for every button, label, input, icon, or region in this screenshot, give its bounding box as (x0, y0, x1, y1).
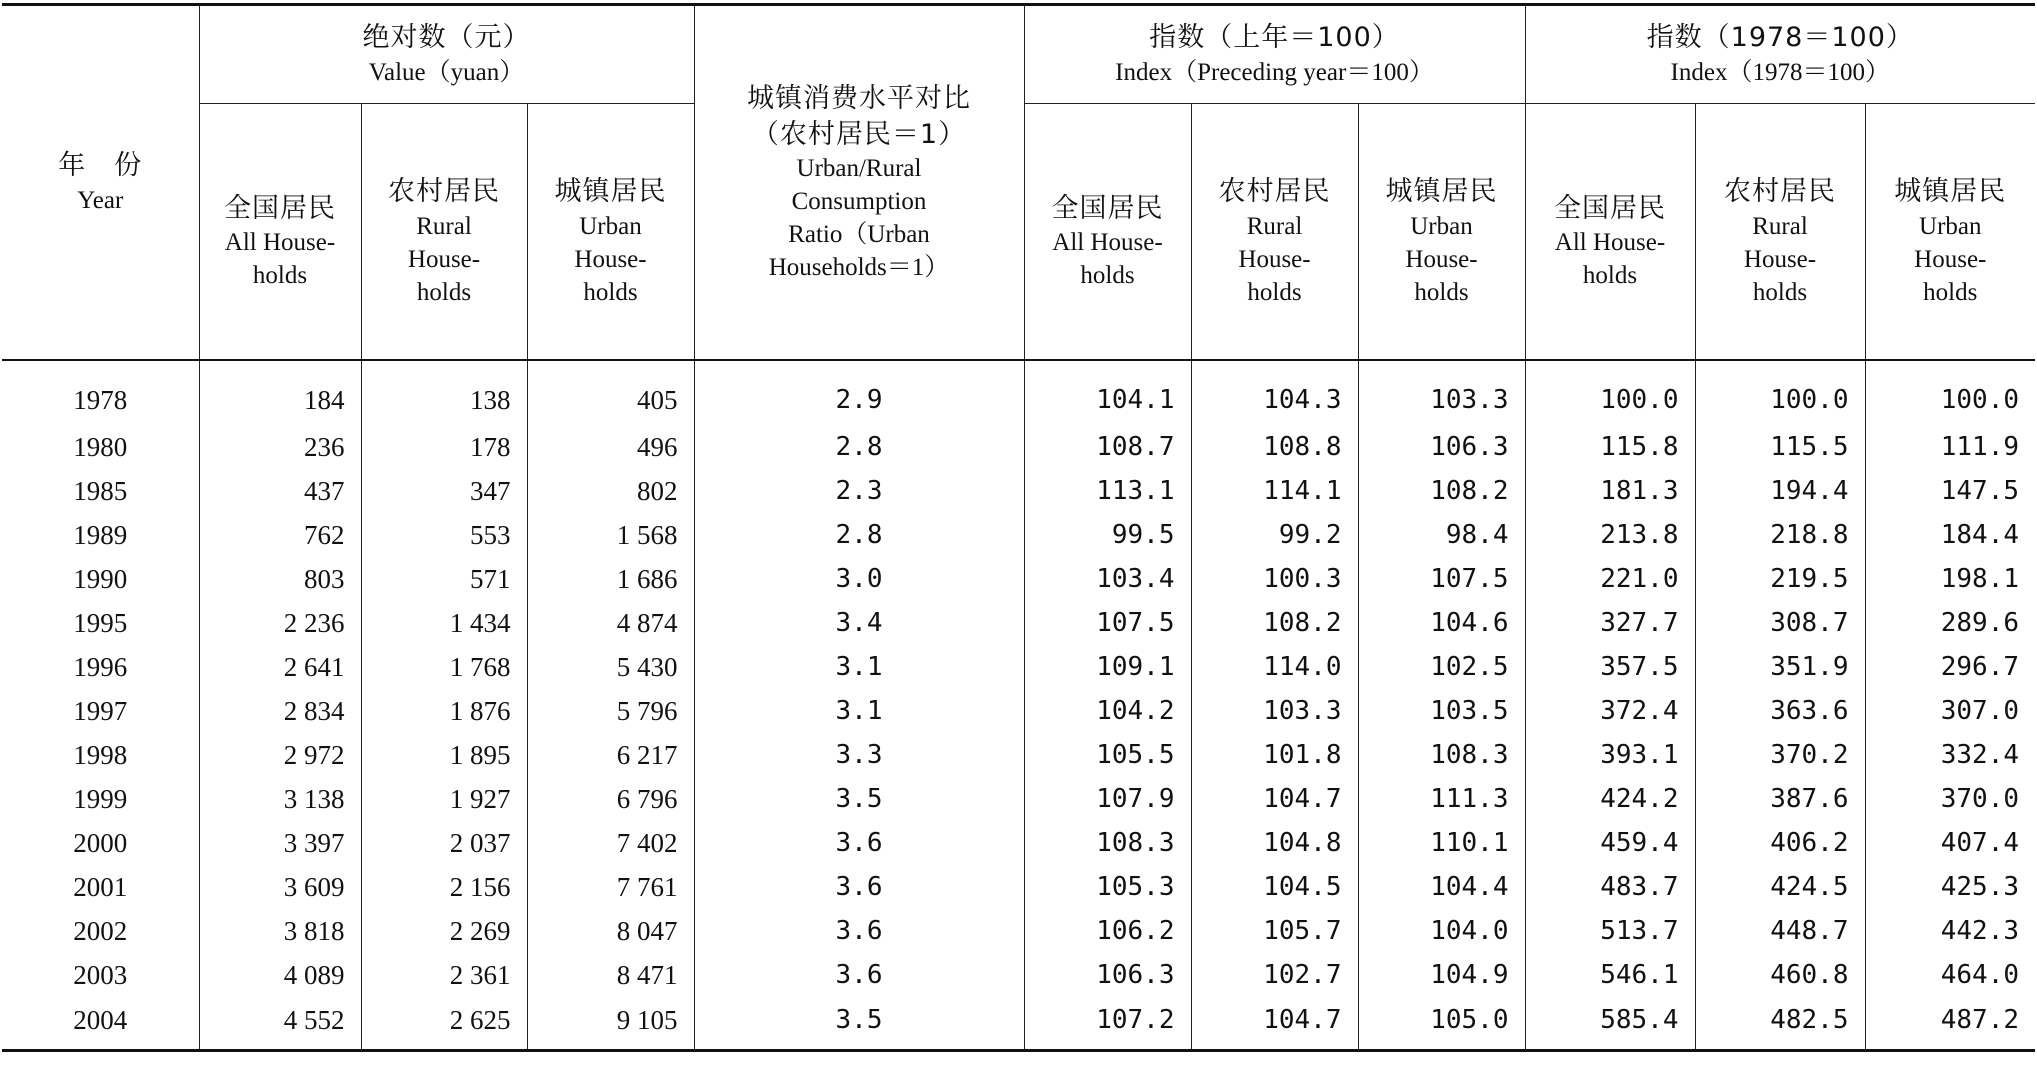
sub-header-zh: 城镇居民 (554, 176, 667, 208)
cell-p-urban: 104.4 (1358, 865, 1525, 909)
cell-p-urban: 102.5 (1358, 645, 1525, 689)
cell-p-rural: 99.2 (1191, 513, 1358, 557)
cell-b-urban: 332.4 (1865, 733, 2035, 777)
table-row (2, 777, 2035, 821)
cell-year: 1990 (73, 563, 128, 594)
cell-v-all: 3 818 (199, 909, 361, 953)
cell-year: 1985 (73, 475, 128, 506)
cell-v-urban: 4 874 (527, 601, 694, 645)
cell-p-urban: 103.5 (1358, 689, 1525, 733)
sub-header-zh: 农村居民 (1724, 176, 1836, 208)
cell-v-urban: 802 (527, 469, 694, 513)
value-group-zh: 绝对数（元） (362, 22, 531, 54)
cell-b-urban: 487.2 (1865, 997, 2035, 1051)
cell-ratio: 3.0 (694, 557, 1024, 601)
cell-v-rural: 2 269 (361, 909, 527, 953)
sub-header-en: Rural (1246, 212, 1303, 240)
table-row (2, 513, 2035, 557)
cell-v-rural: 1 876 (361, 689, 527, 733)
cell-year: 1999 (73, 783, 128, 814)
value-group-header (199, 5, 694, 104)
cell-year: 1998 (73, 739, 128, 770)
cell-p-urban: 110.1 (1358, 821, 1525, 865)
ratio-header (694, 5, 1024, 361)
table-row (2, 953, 2035, 997)
cell-b-all: 393.1 (1525, 733, 1695, 777)
sub-header-en: House- (407, 245, 481, 273)
cell-v-urban: 9 105 (527, 997, 694, 1051)
cell-p-rural: 104.7 (1191, 777, 1358, 821)
cell-b-all: 181.3 (1525, 469, 1695, 513)
cell-p-rural: 108.8 (1191, 425, 1358, 469)
cell-v-all: 2 236 (199, 601, 361, 645)
cell-v-all: 3 397 (199, 821, 361, 865)
cell-p-rural: 101.8 (1191, 733, 1358, 777)
cell-v-rural: 1 927 (361, 777, 527, 821)
cell-v-urban: 5 430 (527, 645, 694, 689)
cell-b-rural: 482.5 (1695, 997, 1865, 1051)
sub-header-en: holds (583, 278, 638, 306)
cell-v-all: 4 089 (199, 953, 361, 997)
cell-b-rural: 363.6 (1695, 689, 1865, 733)
base-urban-header (1865, 104, 2035, 361)
cell-v-urban: 8 047 (527, 909, 694, 953)
cell-v-urban: 405 (527, 360, 694, 425)
cell-b-all: 115.8 (1525, 425, 1695, 469)
cell-ratio: 3.6 (694, 865, 1024, 909)
cell-v-rural: 1 895 (361, 733, 527, 777)
cell-year: 2003 (73, 959, 128, 990)
value-urban-header (527, 104, 694, 361)
prev-index-group-en: Index（Preceding year＝100） (1115, 58, 1434, 86)
cell-ratio: 3.5 (694, 777, 1024, 821)
cell-b-rural: 100.0 (1695, 360, 1865, 425)
cell-p-rural: 104.3 (1191, 360, 1358, 425)
cell-b-rural: 370.2 (1695, 733, 1865, 777)
base-index-group-header (1525, 5, 2035, 104)
cell-v-all: 3 138 (199, 777, 361, 821)
table-row (2, 821, 2035, 865)
sub-header-en: All House- (1052, 229, 1163, 257)
cell-v-rural: 2 156 (361, 865, 527, 909)
cell-b-all: 546.1 (1525, 953, 1695, 997)
cell-p-rural: 103.3 (1191, 689, 1358, 733)
cell-b-urban: 407.4 (1865, 821, 2035, 865)
sub-header-zh: 全国居民 (1554, 192, 1666, 224)
cell-b-urban: 100.0 (1865, 360, 2035, 425)
cell-ratio: 2.3 (694, 469, 1024, 513)
cell-v-rural: 178 (361, 425, 527, 469)
cell-p-rural: 105.7 (1191, 909, 1358, 953)
cell-b-rural: 351.9 (1695, 645, 1865, 689)
table-row (2, 689, 2035, 733)
cell-p-all: 105.3 (1024, 865, 1191, 909)
ratio-header-en2: Consumption (791, 188, 927, 216)
prev-urban-header (1358, 104, 1525, 361)
sub-header-zh: 全国居民 (1051, 192, 1164, 224)
cell-p-urban: 104.0 (1358, 909, 1525, 953)
cell-p-rural: 104.5 (1191, 865, 1358, 909)
sub-header-zh: 农村居民 (388, 176, 500, 208)
cell-year: 2001 (73, 871, 128, 902)
sub-header-en: House- (1238, 245, 1311, 273)
cell-v-rural: 347 (361, 469, 527, 513)
cell-b-rural: 194.4 (1695, 469, 1865, 513)
sub-header-en: All House- (224, 229, 336, 257)
cell-p-all: 108.3 (1024, 821, 1191, 865)
cell-ratio: 3.6 (694, 953, 1024, 997)
cell-p-rural: 100.3 (1191, 557, 1358, 601)
prev-all-header (1024, 104, 1191, 361)
sub-header-en: House- (1743, 245, 1817, 273)
base-all-header (1525, 104, 1695, 361)
cell-p-urban: 107.5 (1358, 557, 1525, 601)
cell-b-all: 221.0 (1525, 557, 1695, 601)
table-row (2, 469, 2035, 513)
sub-header-en: House- (1405, 245, 1478, 273)
cell-b-all: 459.4 (1525, 821, 1695, 865)
sub-header-en: House- (574, 245, 647, 273)
cell-p-all: 104.1 (1024, 360, 1191, 425)
cell-p-all: 107.2 (1024, 997, 1191, 1051)
cell-b-rural: 387.6 (1695, 777, 1865, 821)
sub-header-en: holds (416, 278, 472, 306)
sub-header-en: holds (1080, 262, 1135, 290)
cell-p-all: 106.2 (1024, 909, 1191, 953)
cell-b-all: 372.4 (1525, 689, 1695, 733)
cell-v-urban: 8 471 (527, 953, 694, 997)
sub-header-en: Urban (1410, 212, 1473, 240)
table-row (2, 425, 2035, 469)
year-header-zh: 年 份 (58, 150, 143, 182)
table-row (2, 997, 2035, 1051)
cell-p-urban: 106.3 (1358, 425, 1525, 469)
sub-header-zh: 农村居民 (1218, 176, 1331, 208)
cell-v-all: 762 (199, 513, 361, 557)
cell-v-rural: 2 361 (361, 953, 527, 997)
base-index-group-zh: 指数（1978＝100） (1646, 22, 1914, 54)
cell-v-all: 2 972 (199, 733, 361, 777)
cell-p-all: 107.5 (1024, 601, 1191, 645)
table-row (2, 360, 2035, 425)
cell-b-urban: 289.6 (1865, 601, 2035, 645)
cell-v-rural: 553 (361, 513, 527, 557)
prev-index-group-zh: 指数（上年＝100） (1149, 22, 1400, 54)
cell-b-urban: 111.9 (1865, 425, 2035, 469)
cell-year: 1996 (73, 651, 128, 682)
cell-v-urban: 1 568 (527, 513, 694, 557)
cell-p-rural: 114.1 (1191, 469, 1358, 513)
cell-p-urban: 111.3 (1358, 777, 1525, 821)
ratio-header-en4: Households＝1） (768, 254, 950, 282)
cell-v-rural: 1 768 (361, 645, 527, 689)
sub-header-en: holds (252, 262, 308, 290)
cell-p-all: 99.5 (1024, 513, 1191, 557)
cell-p-all: 106.3 (1024, 953, 1191, 997)
cell-v-all: 3 609 (199, 865, 361, 909)
cell-v-urban: 7 761 (527, 865, 694, 909)
value-rural-header (361, 104, 527, 361)
cell-b-urban: 184.4 (1865, 513, 2035, 557)
table-row (2, 645, 2035, 689)
cell-v-urban: 5 796 (527, 689, 694, 733)
value-group-en: Value（yuan） (368, 58, 525, 86)
cell-v-rural: 571 (361, 557, 527, 601)
cell-v-rural: 2 037 (361, 821, 527, 865)
cell-year: 2002 (73, 915, 128, 946)
cell-ratio: 2.8 (694, 425, 1024, 469)
cell-year: 1978 (73, 384, 128, 415)
cell-p-rural: 104.8 (1191, 821, 1358, 865)
value-all-header (199, 104, 361, 361)
cell-b-rural: 219.5 (1695, 557, 1865, 601)
table-body (2, 360, 2035, 1051)
cell-b-urban: 147.5 (1865, 469, 2035, 513)
cell-v-urban: 1 686 (527, 557, 694, 601)
cell-b-rural: 308.7 (1695, 601, 1865, 645)
cell-v-urban: 7 402 (527, 821, 694, 865)
ratio-header-en1: Urban/Rural (796, 155, 922, 183)
cell-p-urban: 104.9 (1358, 953, 1525, 997)
table-row (2, 557, 2035, 601)
cell-p-rural: 108.2 (1191, 601, 1358, 645)
cell-ratio: 3.6 (694, 821, 1024, 865)
cell-ratio: 3.5 (694, 997, 1024, 1051)
cell-p-urban: 108.2 (1358, 469, 1525, 513)
sub-header-zh: 城镇居民 (1894, 176, 2007, 208)
sub-header-en: House- (1914, 245, 1987, 273)
cell-ratio: 3.1 (694, 689, 1024, 733)
cell-b-rural: 406.2 (1695, 821, 1865, 865)
cell-b-urban: 425.3 (1865, 865, 2035, 909)
cell-b-urban: 442.3 (1865, 909, 2035, 953)
cell-year: 1997 (73, 695, 128, 726)
cell-v-urban: 496 (527, 425, 694, 469)
cell-p-urban: 108.3 (1358, 733, 1525, 777)
sub-header-en: Urban (1919, 212, 1982, 240)
cell-b-all: 100.0 (1525, 360, 1695, 425)
cell-ratio: 3.6 (694, 909, 1024, 953)
cell-p-all: 103.4 (1024, 557, 1191, 601)
cell-ratio: 3.1 (694, 645, 1024, 689)
ratio-header-zh1: 城镇消费水平对比 (747, 82, 971, 114)
sub-header-en: All House- (1554, 229, 1666, 257)
base-rural-header (1695, 104, 1865, 361)
cell-b-all: 513.7 (1525, 909, 1695, 953)
cell-b-urban: 307.0 (1865, 689, 2035, 733)
cell-b-all: 213.8 (1525, 513, 1695, 557)
cell-year: 2000 (73, 827, 128, 858)
cell-b-all: 483.7 (1525, 865, 1695, 909)
cell-v-urban: 6 796 (527, 777, 694, 821)
table-header (2, 5, 2035, 361)
cell-v-all: 2 834 (199, 689, 361, 733)
base-index-group-en: Index（1978＝100） (1670, 58, 1890, 86)
sub-header-zh: 城镇居民 (1385, 176, 1498, 208)
cell-ratio: 2.8 (694, 513, 1024, 557)
sub-header-zh: 全国居民 (224, 192, 336, 224)
sub-header-en: holds (1414, 278, 1469, 306)
cell-p-all: 104.2 (1024, 689, 1191, 733)
cell-p-all: 113.1 (1024, 469, 1191, 513)
table-row (2, 865, 2035, 909)
cell-year: 2004 (2, 997, 199, 1051)
cell-v-all: 184 (199, 360, 361, 425)
ratio-header-zh2: （农村居民＝1） (751, 118, 967, 150)
sub-header-en: Rural (416, 212, 472, 240)
consumption-level-table (2, 3, 2035, 1052)
cell-b-rural: 218.8 (1695, 513, 1865, 557)
sub-header-en: holds (1247, 278, 1302, 306)
table-row (2, 601, 2035, 645)
sub-header-en: holds (1582, 262, 1638, 290)
year-header-en: Year (77, 186, 124, 214)
cell-p-urban: 103.3 (1358, 360, 1525, 425)
cell-p-all: 108.7 (1024, 425, 1191, 469)
year-header (2, 5, 199, 361)
cell-ratio: 2.9 (694, 360, 1024, 425)
cell-p-urban: 98.4 (1358, 513, 1525, 557)
cell-b-urban: 370.0 (1865, 777, 2035, 821)
cell-p-rural: 102.7 (1191, 953, 1358, 997)
ratio-header-en3: Ratio（Urban (788, 221, 930, 249)
cell-p-urban: 104.6 (1358, 601, 1525, 645)
cell-p-all: 107.9 (1024, 777, 1191, 821)
cell-b-all: 357.5 (1525, 645, 1695, 689)
cell-p-all: 109.1 (1024, 645, 1191, 689)
cell-b-urban: 296.7 (1865, 645, 2035, 689)
sub-header-en: holds (1752, 278, 1808, 306)
cell-ratio: 3.3 (694, 733, 1024, 777)
cell-b-rural: 424.5 (1695, 865, 1865, 909)
cell-p-rural: 114.0 (1191, 645, 1358, 689)
cell-year: 1995 (73, 607, 128, 638)
cell-v-all: 437 (199, 469, 361, 513)
sub-header-en: holds (1923, 278, 1978, 306)
cell-v-rural: 2 625 (361, 997, 527, 1051)
cell-b-rural: 115.5 (1695, 425, 1865, 469)
cell-p-urban: 105.0 (1358, 997, 1525, 1051)
cell-v-all: 236 (199, 425, 361, 469)
cell-ratio: 3.4 (694, 601, 1024, 645)
cell-b-all: 424.2 (1525, 777, 1695, 821)
cell-b-all: 327.7 (1525, 601, 1695, 645)
cell-v-all: 803 (199, 557, 361, 601)
cell-year: 1989 (73, 519, 128, 550)
cell-p-all: 105.5 (1024, 733, 1191, 777)
cell-v-urban: 6 217 (527, 733, 694, 777)
cell-year: 1980 (73, 431, 128, 462)
sub-header-en: Rural (1752, 212, 1808, 240)
cell-b-rural: 448.7 (1695, 909, 1865, 953)
cell-b-rural: 460.8 (1695, 953, 1865, 997)
cell-v-rural: 138 (361, 360, 527, 425)
cell-b-urban: 464.0 (1865, 953, 2035, 997)
cell-p-rural: 104.7 (1191, 997, 1358, 1051)
cell-v-all: 4 552 (199, 997, 361, 1051)
cell-b-urban: 198.1 (1865, 557, 2035, 601)
table-row (2, 909, 2035, 953)
prev-rural-header (1191, 104, 1358, 361)
cell-v-all: 2 641 (199, 645, 361, 689)
prev-index-group-header (1024, 5, 1525, 104)
table-row (2, 733, 2035, 777)
sub-header-en: Urban (579, 212, 642, 240)
cell-v-rural: 1 434 (361, 601, 527, 645)
cell-b-all: 585.4 (1525, 997, 1695, 1051)
